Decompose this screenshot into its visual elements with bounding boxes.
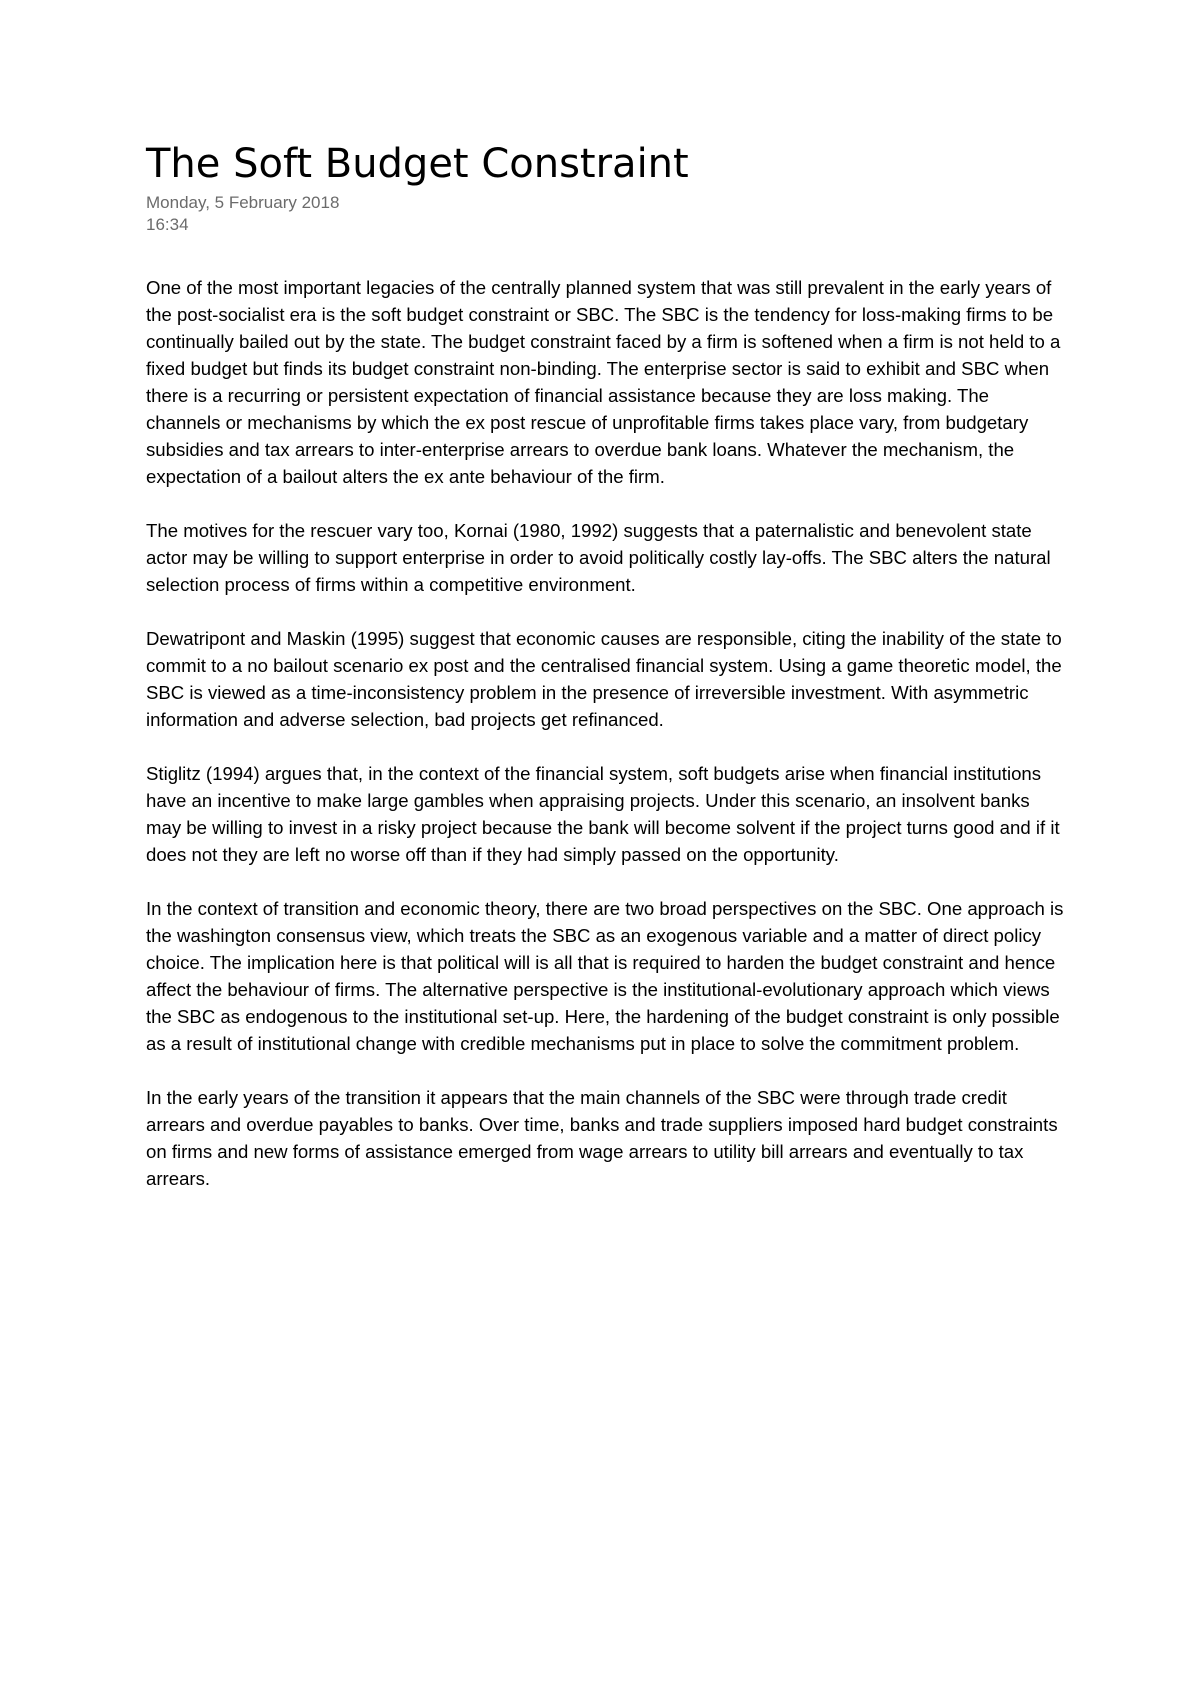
page-time: 16:34	[146, 215, 189, 234]
paragraph: Stiglitz (1994) argues that, in the context of the financial system, soft budgets arise when financial institutions have an incentive to make large gambles when appraising projects. Under this scenario, an insolvent banks may be willing to invest in a risky project because the bank will become solvent if the project turns good and if it does not they are left no worse off than if they had simply passed on the opportunity.	[146, 763, 1060, 865]
page-title: The Soft Budget Constraint	[146, 141, 689, 187]
document-content	[146, 140, 1066, 1219]
page-date: Monday, 5 February 2018	[146, 193, 340, 212]
paragraph: One of the most important legacies of the centrally planned system that was still prevalent in the early years of the post-socialist era is the soft budget constraint or SBC. The SBC is the tendency for loss-making firms to be continually bailed out by the state. The budget constraint faced by a firm is softened when a firm is not held to a fixed budget but finds its budget constraint non-binding. The enterprise sector is said to exhibit and SBC when there is a recurring or persistent expectation of financial assistance because they are loss making. The channels or mechanisms by which the ex post rescue of unprofitable firms takes place vary, from budgetary subsidies and tax arrears to inter-enterprise arrears to overdue bank loans. Whatever the mechanism, the expectation of a bailout alters the ex ante behaviour of the firm.	[146, 277, 1061, 487]
paragraph: The motives for the rescuer vary too, Kornai (1980, 1992) suggests that a paternalistic and benevolent state actor may be willing to support enterprise in order to avoid politically costly lay-offs. The SBC alters the natural selection process of firms within a competitive environment.	[146, 520, 1051, 595]
paragraph: Dewatripont and Maskin (1995) suggest that economic causes are responsible, citing the inability of the state to commit to a no bailout scenario ex post and the centralised financial system. Using a game theoretic model, the SBC is viewed as a time-inconsistency problem in the presence of irreversible investment. With asymmetric information and adverse selection, bad projects get refinanced.	[146, 628, 1062, 730]
paragraph: In the early years of the transition it appears that the main channels of the SBC were through trade credit arrears and overdue payables to banks. Over time, banks and trade suppliers imposed hard budget constraints on firms and new forms of assistance emerged from wage arrears to utility bill arrears and eventually to tax arrears.	[146, 1087, 1058, 1189]
paragraph: In the context of transition and economic theory, there are two broad perspectives on the SBC. One approach is the washington consensus view, which treats the SBC as an exogenous variable and a matter of direct policy choice. The implication here is that political will is all that is required to harden the budget constraint and hence affect the behaviour of firms. The alternative perspective is the institutional-evolutionary approach which views the SBC as endogenous to the institutional set-up. Here, the hardening of the budget constraint is only possible as a result of institutional change with credible mechanisms put in place to solve the commitment problem.	[146, 898, 1064, 1054]
document-body	[146, 274, 1066, 1192]
